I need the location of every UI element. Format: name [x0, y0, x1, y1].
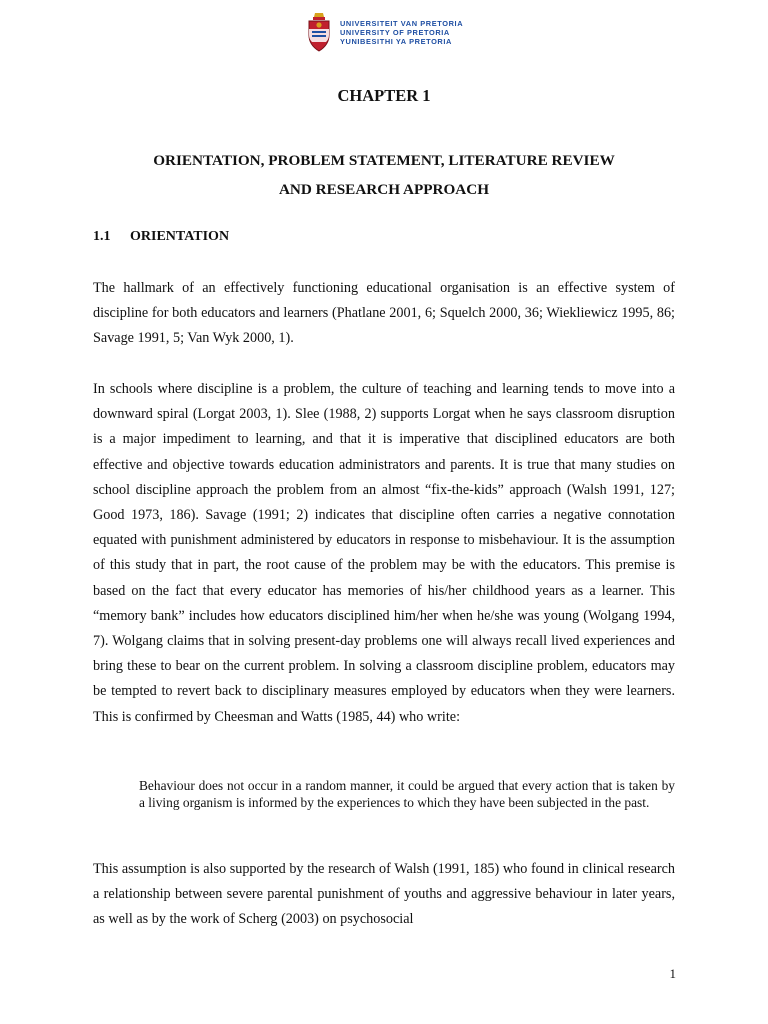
university-name-afrikaans: UNIVERSITEIT VAN PRETORIA [340, 18, 464, 28]
body-paragraph-2: In schools where discipline is a problem, the culture of teaching and learning tends to move into a downward spiral (Lorgat 2003, 1). Slee (1988, 2) supports Lorgat when he says classroom disruption is a major impediment to learning, and that it is imperative that disciplined educators are both effective and objective towards education administrators and parents. It is true that many studies on school discipline approach the problem from an almost “fix-the-kids” approach (Walsh 1991, 127; Good 1973, 186). Savage (1991; 2) indicates that discipline often carries a negative connotation equated with punishment administered by educators in response to misbehaviour. It is the assumption of this study that in part, the root cause of the problem may be with the educators. This premise is based on the fact that every educator has memories of his/her childhood years as a learner. This “memory bank” includes how educators disciplined him/her when he/she was young (Wolgang 1994, 7). Wolgang claims that in solving present-day problems one will always recall lived experiences and bring these to bear on the current problem. In solving a classroom discipline problem, educators may be tempted to revert back to disciplinary measures employed by educators when they were learners. This is confirmed by Cheesman and Watts (1985, 44) who write: [93, 381, 675, 725]
university-name [340, 19, 463, 46]
body-paragraph-3: This assumption is also supported by the research of Walsh (1991, 185) who found in clinical research a relationship between severe parental punishment of youths and aggressive behaviour in later years, as well as by the work of Scherg (2003) on psychosocial [93, 861, 675, 928]
page-number: 1 [669, 966, 676, 981]
chapter-title [80, 146, 688, 204]
chapter-heading: CHAPTER 1 [337, 86, 431, 105]
section-heading [93, 229, 229, 245]
university-logo [306, 8, 463, 56]
block-quote: Behaviour does not occur in a random manner, it could be argued that every action that is taken by a living organism is informed by the experiences to which they have been subjected in the past. [139, 778, 675, 810]
university-name-english: UNIVERSITY OF PRETORIA [340, 27, 450, 37]
chapter-title-line-1: ORIENTATION, PROBLEM STATEMENT, LITERATURE REVIEW [153, 152, 615, 169]
section-number: 1.1 [93, 229, 111, 244]
chapter-title-line-2: AND RESEARCH APPROACH [278, 181, 490, 198]
university-name-sepedi: YUNIBESITHI YA PRETORIA [340, 36, 452, 46]
section-title: ORIENTATION [130, 229, 230, 244]
body-paragraph-1: The hallmark of an effectively functioning educational organisation is an effective system of discipline for both educators and learners (Phatlane 2001, 6; Squelch 2000, 36; Wiekliewicz 1995, 86; Savage 1991, 5; Van Wyk 2000, 1). [93, 280, 675, 347]
university-crest-icon [306, 11, 332, 53]
